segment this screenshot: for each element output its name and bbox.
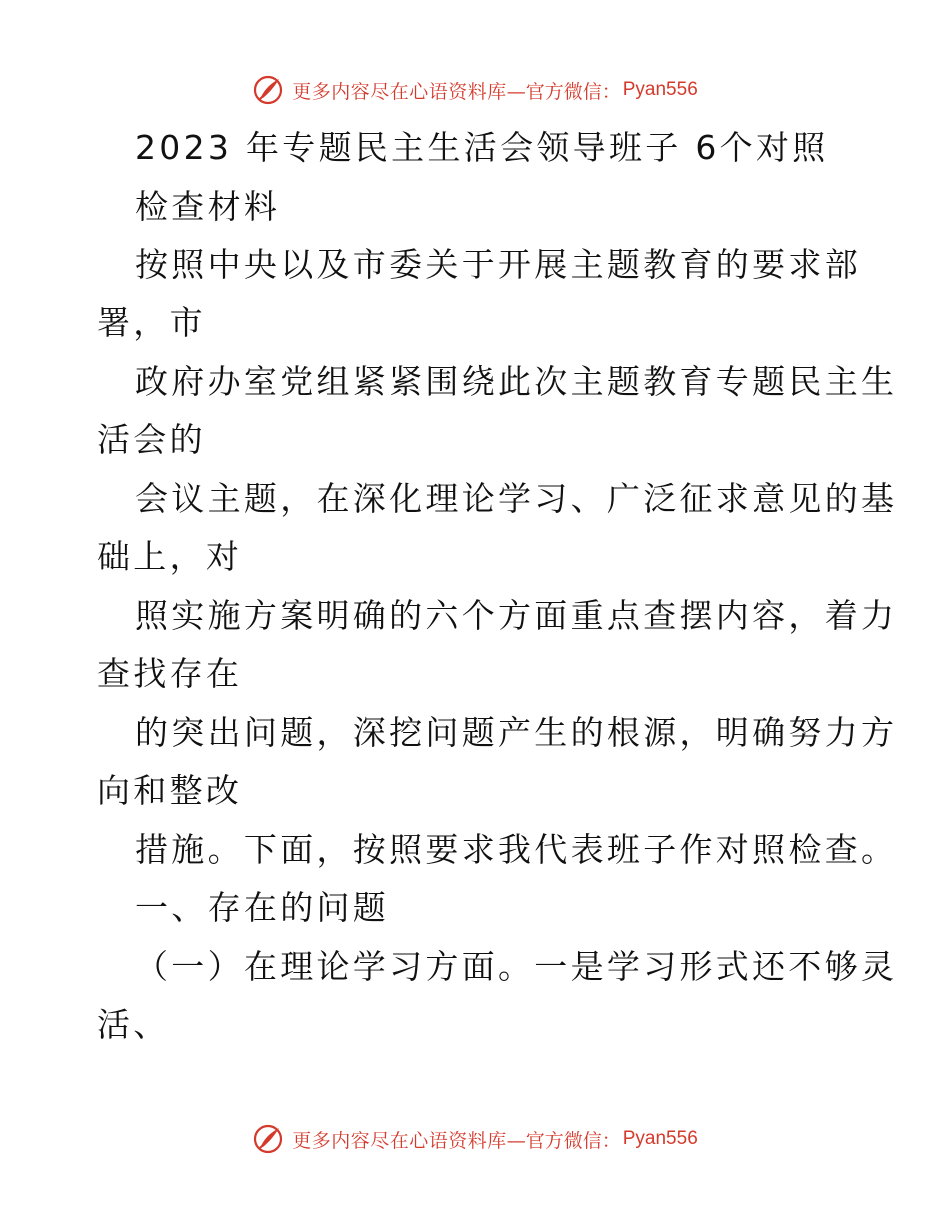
subsection-line: （一）在理论学习方面。一是学习形式还不够灵 bbox=[135, 947, 898, 986]
watermark-suffix: —官方微信： bbox=[506, 80, 621, 103]
body-line: 向和整改 bbox=[97, 771, 243, 810]
body-line: 政府办室党组紧紧围绕此次主题教育专题民主生 bbox=[135, 362, 898, 401]
watermark-id: Pyan556 bbox=[622, 79, 698, 100]
watermark-suffix: —官方微信： bbox=[506, 1129, 621, 1152]
section-heading: 一、存在的问题 bbox=[135, 888, 390, 927]
body-line: 活、 bbox=[97, 1005, 170, 1044]
watermark-text: 更多内容尽在心语资料库 bbox=[292, 80, 507, 103]
body-line: 按照中央以及市委关于开展主题教育的要求部 bbox=[135, 245, 861, 284]
body-line: 照实施方案明确的六个方面重点查摆内容，着力 bbox=[135, 596, 898, 635]
watermark-id: Pyan556 bbox=[622, 1128, 698, 1149]
body-line: 署，市 bbox=[97, 303, 206, 342]
body-line: 活会的 bbox=[97, 420, 206, 459]
document-title-line-2: 检查材料 bbox=[135, 187, 281, 226]
quill-logo-icon bbox=[252, 1123, 284, 1155]
body-line: 础上，对 bbox=[97, 537, 243, 576]
body-line: 会议主题，在深化理论学习、广泛征求意见的基 bbox=[135, 479, 898, 518]
quill-logo-icon bbox=[252, 74, 284, 106]
document-title-line-1: 2023 年专题民主生活会领导班子 6个对照 bbox=[135, 128, 829, 167]
header-watermark bbox=[0, 74, 950, 106]
watermark-text: 更多内容尽在心语资料库 bbox=[292, 1129, 507, 1152]
body-line: 查找存在 bbox=[97, 654, 243, 693]
body-line: 措施。下面，按照要求我代表班子作对照检查。 bbox=[135, 830, 898, 869]
footer-watermark bbox=[0, 1123, 950, 1155]
body-line: 的突出问题，深挖问题产生的根源，明确努力方 bbox=[135, 713, 898, 752]
